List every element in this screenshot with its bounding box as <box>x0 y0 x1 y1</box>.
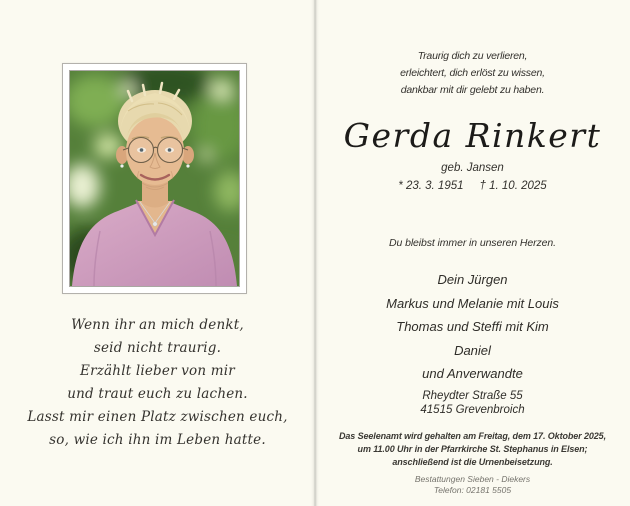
poem-line: so, wie ich ihn im Leben hatte. <box>49 432 266 448</box>
address-line: Rheydter Straße 55 <box>422 390 523 402</box>
mourners-list <box>315 268 630 386</box>
funeral-home-phone: Telefon: 02181 5505 <box>433 485 512 495</box>
maiden-name: geb. Jansen <box>441 162 504 174</box>
poem-line: Wenn ihr an mich denkt, <box>71 317 244 333</box>
mourner-line: Markus und Melanie mit Louis <box>386 295 559 311</box>
remembrance-line: Du bleibst immer in unseren Herzen. <box>389 237 556 249</box>
mourner-line: Daniel <box>454 342 491 358</box>
poem-line: seid nicht traurig. <box>93 340 222 356</box>
funeral-home-footer <box>315 474 630 496</box>
verse-line: Traurig dich zu verlieren, <box>417 50 528 62</box>
verse-line: dankbar mit dir gelebt zu haben. <box>400 84 545 96</box>
mourner-line: Dein Jürgen <box>437 272 508 287</box>
poem-line: Erzählt lieber von mir <box>80 363 235 379</box>
deceased-name: Gerda Rinkert <box>343 116 602 155</box>
verse-line: erleichtert, dich erlöst zu wissen, <box>400 67 545 79</box>
service-line: Das Seelenamt wird gehalten am Freitag, dem 17. Oktober 2025, <box>338 431 606 441</box>
poem-line: Lasst mir einen Platz zwischen euch, <box>27 409 288 425</box>
service-notice <box>315 430 630 469</box>
service-line: anschließend ist die Urnenbeisetzung. <box>392 457 553 467</box>
life-dates <box>315 180 630 192</box>
address-line: 41515 Grevenbroich <box>420 404 525 416</box>
photo-frame <box>62 63 247 294</box>
mourner-line: Thomas und Steffi mit Kim <box>396 319 549 334</box>
poem-line: und traut euch zu lachen. <box>67 386 248 402</box>
mourner-line: und Anverwandte <box>422 366 523 381</box>
opening-verse <box>315 48 630 99</box>
funeral-home-name: Bestattungen Sieben - Diekers <box>414 474 531 484</box>
service-line: um 11.00 Uhr in der Pfarrkirche St. Stephanus in Elsen; <box>357 444 588 454</box>
portrait-photo <box>69 70 240 287</box>
family-address <box>315 389 630 417</box>
birth-date: * 23. 3. 1951 <box>398 180 464 192</box>
memorial-poem <box>0 314 315 452</box>
death-date: † 1. 10. 2025 <box>479 180 547 192</box>
